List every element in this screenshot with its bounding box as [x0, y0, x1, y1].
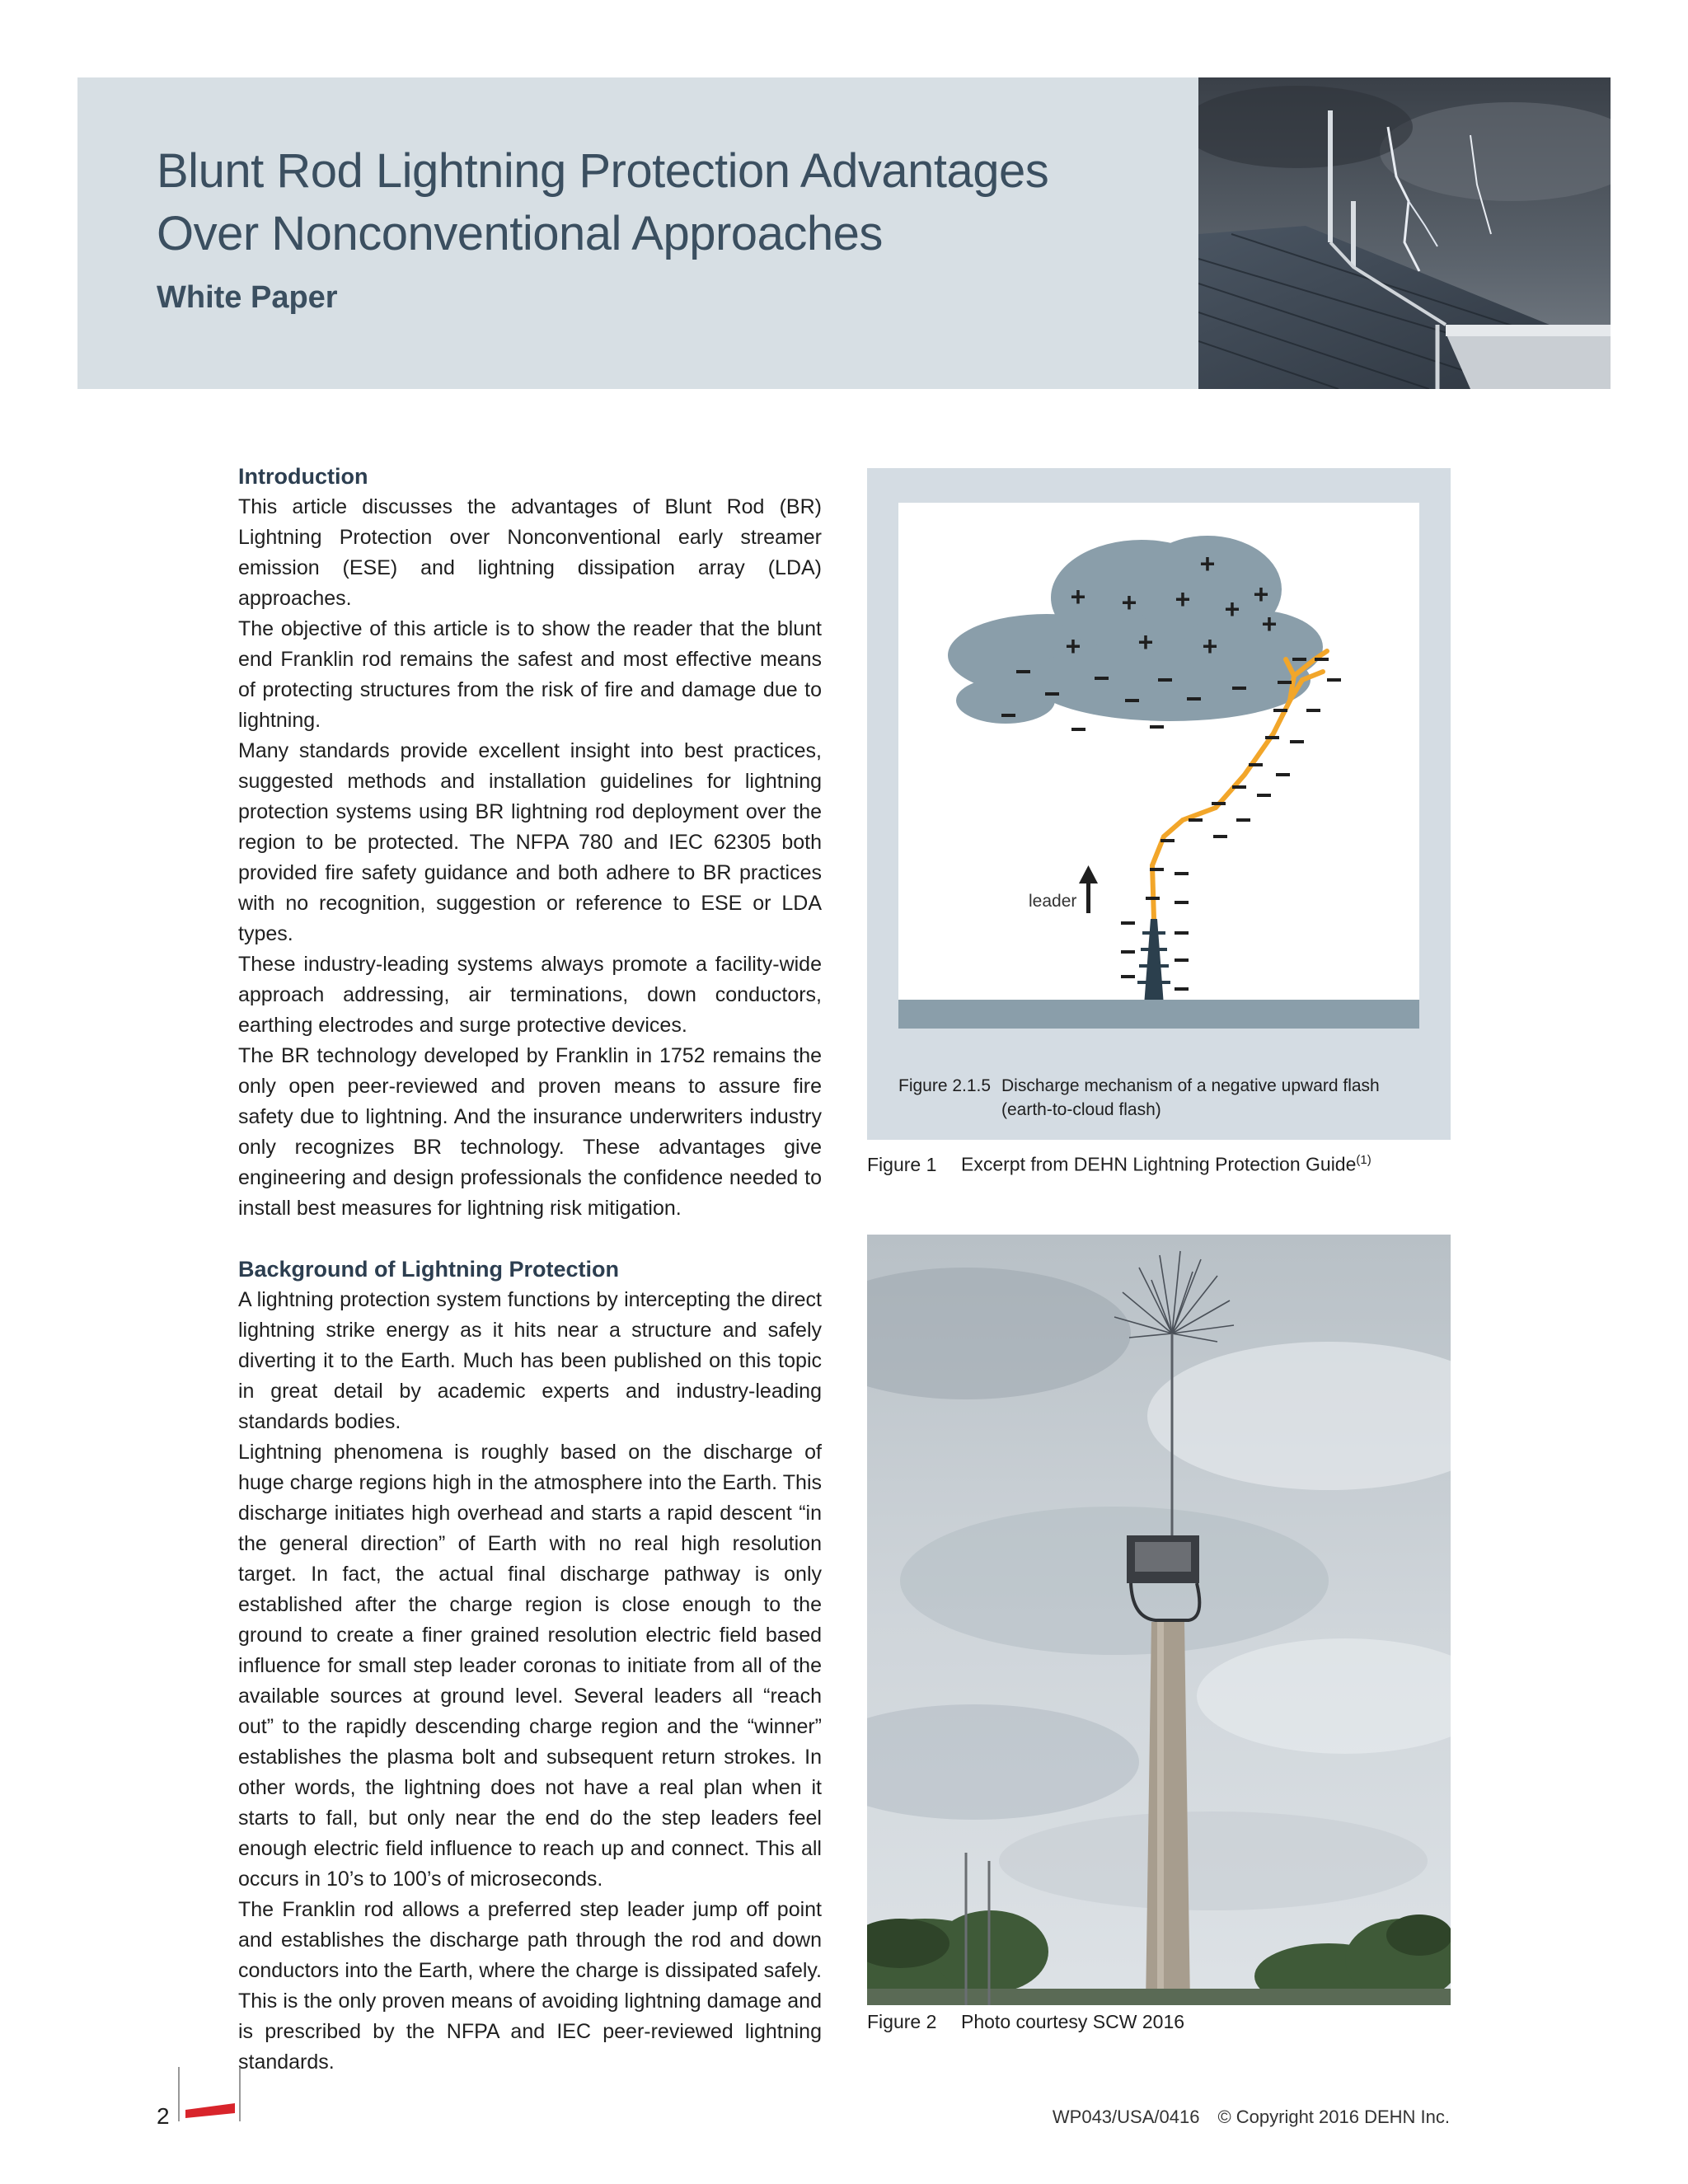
svg-text:+: + [1202, 631, 1218, 661]
background-paragraph: A lightning protection system functions by intercepting the direct lightning strike energy as it hits near a structure and safely diverting it to the Earth. Much has been published on this topic in great detail by academic experts and industry-leading standards bodies. [238, 1288, 822, 1433]
svg-text:+: + [1261, 609, 1278, 639]
leader-label: leader [1029, 892, 1077, 911]
title-line-2: Over Nonconventional Approaches [157, 207, 883, 260]
background-paragraph: The Franklin rod allows a preferred step leader jump off point and establishes the discharge path through the rod and down conductors into the Earth, where the charge is dissipated safely. This is the only proven means of avoiding lightning damage and is prescribed by the NFPA and IEC peer-reviewed lightning standards. [238, 1898, 822, 2074]
svg-text:+: + [1253, 579, 1269, 609]
figure-2-number: Figure 2 [867, 2011, 937, 2032]
intro-paragraph: These industry-leading systems always promote a facility-wide approach addressing, air terminations, down conductors, earthing electrodes and surge protective devices. [238, 953, 822, 1037]
footer-right [1053, 2107, 1450, 2128]
document-code: WP043/USA/0416 [1052, 2107, 1200, 2127]
figure-1-footnote: (1) [1356, 1153, 1372, 1167]
figure-1-caption [867, 1148, 1372, 1177]
figure-1-number: Figure 1 [867, 1153, 937, 1175]
intro-paragraph: This article discusses the advantages of Blunt Rod (BR) Lightning Protection over Nonconventional early streamer emission (ESE) and lightning dissipation array (LDA) approaches. [238, 495, 822, 610]
intro-paragraph: The BR technology developed by Franklin in 1752 remains the only open peer-reviewed and proven means to assure fire safety due to lightning. And the insurance underwriters industry only recognizes BR technology. These advantages give engineering and design professionals the confidence needed to install best measures for lightning risk mitigation. [238, 1044, 822, 1220]
svg-text:+: + [1065, 631, 1081, 661]
intro-paragraph: Many standards provide excellent insight into best practices, suggested methods and installation guidelines for lightning protection systems using BR lightning rod deployment over the region to be protected. The NFPA 780 and IEC 62305 both provided fire safety guidance and both adhere to BR practices with no recognition, suggestion or reference to ESE or LDA types. [238, 739, 822, 945]
svg-text:+: + [1121, 588, 1137, 617]
left-column [238, 462, 822, 2078]
background-heading: Background of Lightning Protection [238, 1257, 619, 1282]
document-subtitle: White Paper [157, 280, 338, 315]
svg-text:+: + [1137, 627, 1154, 657]
background-paragraph: Lightning phenomena is roughly based on the discharge of huge charge regions high in the atmosphere into the Earth. This discharge initiates high overhead and starts a rapid descent “in the general direction” of Earth with no real high resolution target. In fact, the actual final discharge pathway is only established after the charge region is close enough to the ground to create a finer grained resolution electric field based influence for small step leader coronas to initiate from all of the available sources at ground level. Several leaders all “reach out” to the rapidly descending charge region and the “winner” establishes the plasma bolt and subsequent return strokes. In other words, the lightning does not have a real plan when it starts to fall, but only near the end do the step leaders feel enough electric field influence to reach up and connect. This all occurs in 10’s to 100’s of microseconds. [238, 1441, 822, 1891]
roof-lightning-photo [1198, 77, 1611, 389]
copyright-text: © Copyright 2016 DEHN Inc. [1217, 2107, 1450, 2127]
tower-icon [1137, 919, 1170, 1005]
page-number: 2 [157, 2103, 170, 2129]
figure-inner-number: Figure 2.1.5 [898, 1076, 992, 1095]
svg-text:+: + [1199, 549, 1216, 579]
leader-arrow-icon [1079, 865, 1098, 913]
discharge-diagram [898, 503, 1419, 1029]
introduction-heading: Introduction [238, 464, 368, 489]
svg-text:+: + [1224, 594, 1240, 624]
figure-2-caption [867, 2009, 1184, 2034]
svg-text:+: + [1070, 582, 1086, 612]
document-title [157, 140, 1179, 265]
dehn-logo [177, 2067, 241, 2121]
svg-text:+: + [1175, 584, 1191, 614]
title-line-1: Blunt Rod Lightning Protection Advantages [157, 144, 1049, 198]
dissipation-array-pole-photo [867, 1235, 1451, 2005]
figure-inner-text: Discharge mechanism of a negative upward flash (earth-to-cloud flash) [1001, 1076, 1380, 1119]
intro-paragraph: The objective of this article is to show the reader that the blunt end Franklin rod remains the safest and most effective means of protecting structures from the risk of fire and damage due to lightning. [238, 617, 822, 732]
figure-2-text: Photo courtesy SCW 2016 [961, 2011, 1185, 2032]
figure-1-text: Excerpt from DEHN Lightning Protection Guide [961, 1153, 1357, 1175]
ground-shape [898, 1000, 1419, 1029]
figure-1-box [867, 468, 1451, 1140]
